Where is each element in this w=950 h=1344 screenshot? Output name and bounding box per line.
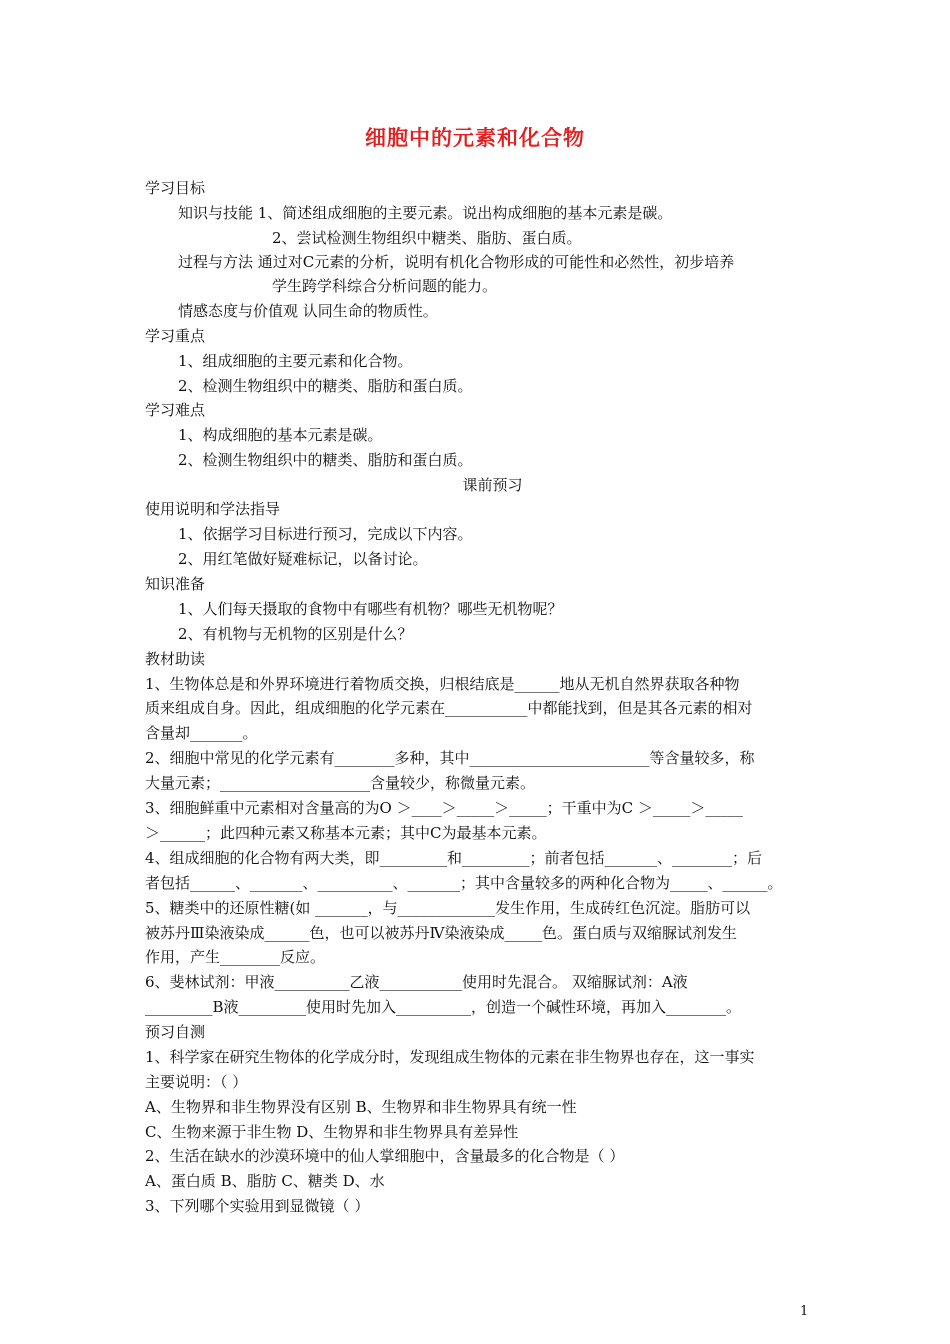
text-line: 4、组成细胞的化合物有两大类，即_________和_________；前者包括_______、________；后 bbox=[145, 849, 763, 867]
text-line: 质来组成自身。因此，组成细胞的化学元素在___________中都能找到，但是其各元素的相对 bbox=[145, 699, 753, 717]
text-line: 课前预习 bbox=[462, 476, 523, 494]
text-line: 3、细胞鲜重中元素相对含量高的为O ＞____＞_____＞_____；干重中为C ＞_____＞_____ bbox=[145, 799, 743, 817]
text-line: 学生跨学科综合分析问题的能力。 bbox=[272, 277, 498, 295]
text-line: 2、检测生物组织中的糖类、脂肪和蛋白质。 bbox=[178, 451, 473, 469]
text-line: 知识与技能 1、简述组成细胞的主要元素。说出构成细胞的基本元素是碳。 bbox=[178, 204, 673, 222]
text-line: _________B液_________使用时先加入__________，创造一个碱性环境，再加入________。 bbox=[145, 998, 742, 1016]
text-line: 1、构成细胞的基本元素是碳。 bbox=[178, 426, 383, 444]
page-number: 1 bbox=[800, 1304, 809, 1319]
text-line: 主要说明：（ ） bbox=[145, 1073, 248, 1091]
text-line: A、蛋白质 B、脂肪 C、糖类 D、水 bbox=[145, 1172, 385, 1190]
text-line: 1、人们每天摄取的食物中有哪些有机物？哪些无机物呢？ bbox=[178, 600, 563, 618]
text-line: C、生物来源于非生物 D、生物界和非生物界具有差异性 bbox=[145, 1123, 519, 1141]
text-line: 2、检测生物组织中的糖类、脂肪和蛋白质。 bbox=[178, 377, 473, 395]
text-line: 作用，产生________反应。 bbox=[145, 948, 326, 966]
text-line: 学习重点 bbox=[145, 327, 206, 345]
text-line: 2、有机物与无机物的区别是什么？ bbox=[178, 625, 413, 643]
text-line: ＞______；此四种元素又称基本元素；其中C为最基本元素。 bbox=[145, 824, 547, 842]
text-line: 1、生物体总是和外界环境进行着物质交换，归根结底是______地从无机自然界获取各种物 bbox=[145, 675, 740, 693]
text-line: 5、糖类中的还原性糖(如 _______，与_____________发生作用，生成砖红色沉淀。脂肪可以 bbox=[145, 899, 751, 917]
text-line: 教材助读 bbox=[145, 650, 206, 668]
text-line: 3、下列哪个实验用到显微镜（ ） bbox=[145, 1197, 370, 1215]
text-line: 预习自测 bbox=[145, 1023, 206, 1041]
text-line: 被苏丹Ⅲ染液染成______色，也可以被苏丹Ⅳ染液染成_____色。蛋白质与双缩脲试剂发生 bbox=[145, 924, 737, 942]
text-line: 学习难点 bbox=[145, 401, 206, 419]
text-line: 者包括______、_______、__________、_______；其中含量较多的两种化合物为_____、______。 bbox=[145, 874, 783, 892]
text-line: 1、依据学习目标进行预习，完成以下内容。 bbox=[178, 525, 473, 543]
text-line: 2、细胞中常见的化学元素有________多种，其中________________________等含量较多，称 bbox=[145, 749, 755, 767]
text-line: 2、用红笔做好疑难标记，以备讨论。 bbox=[178, 550, 428, 568]
text-line: 6、斐林试剂：甲液__________乙液___________使用时先混合。 双缩脲试剂：A液 bbox=[145, 973, 688, 991]
text-line: 过程与方法 通过对C元素的分析，说明有机化合物形成的可能性和必然性，初步培养 bbox=[178, 253, 735, 271]
text-line: 大量元素；____________________含量较少，称微量元素。 bbox=[145, 774, 536, 792]
text-line: A、生物界和非生物界没有区别 B、生物界和非生物界具有统一性 bbox=[145, 1098, 577, 1116]
text-line: 学习目标 bbox=[145, 179, 206, 197]
text-line: 情感态度与价值观 认同生命的物质性。 bbox=[178, 302, 438, 320]
text-line: 2、生活在缺水的沙漠环境中的仙人掌细胞中，含量最多的化合物是（ ） bbox=[145, 1147, 625, 1165]
text-line: 含量却_______。 bbox=[145, 724, 258, 742]
text-line: 2、尝试检测生物组织中糖类、脂肪、蛋白质。 bbox=[272, 229, 582, 247]
text-line: 使用说明和学法指导 bbox=[145, 500, 281, 518]
text-line: 知识准备 bbox=[145, 575, 206, 593]
text-line: 1、组成细胞的主要元素和化合物。 bbox=[178, 352, 413, 370]
text-line: 1、科学家在研究生物体的化学成分时，发现组成生物体的元素在非生物界也存在，这一事实 bbox=[145, 1048, 755, 1066]
page-title: 细胞中的元素和化合物 bbox=[365, 126, 585, 150]
